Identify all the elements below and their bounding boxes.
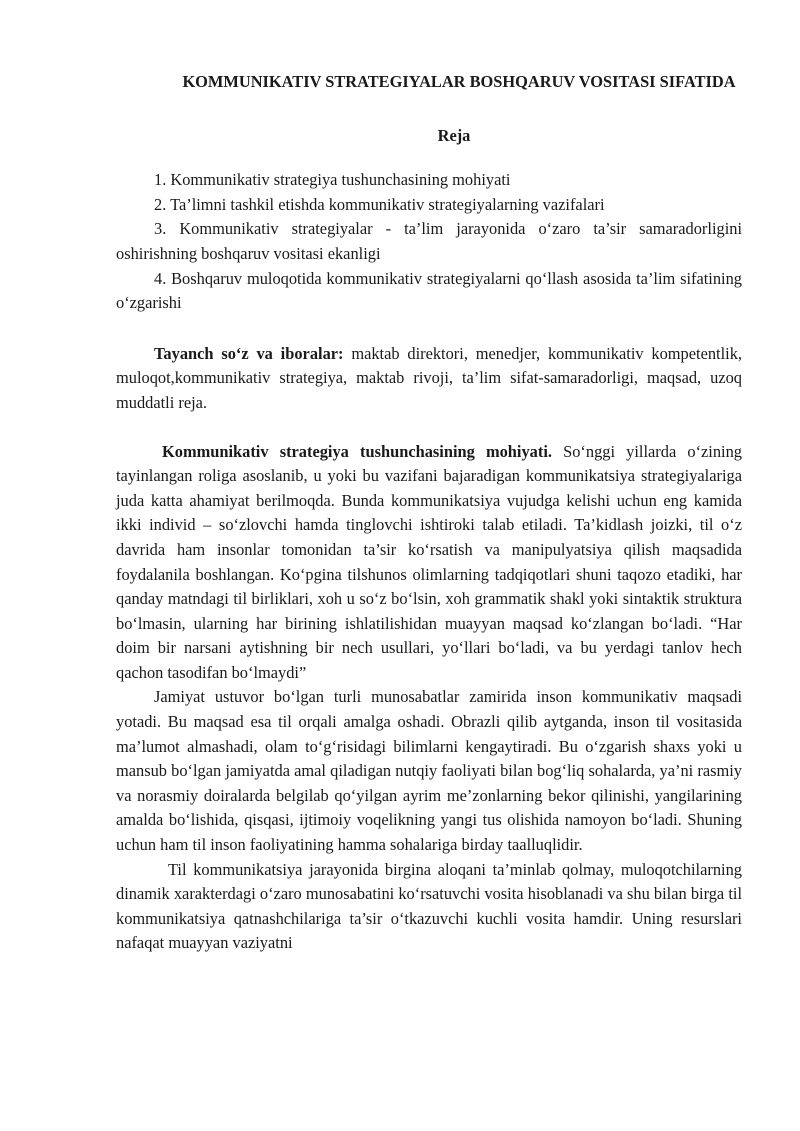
keywords-label: Tayanch so‘z va iboralar: xyxy=(154,343,344,363)
body-paragraph-1-text: So‘nggi yillarda o‘zining tayinlangan roliga asoslanib, u yoki bu vazifani bajaradigan kommunikatsiya strategiyalariga juda katta ahamiyat berilmoqda. Bunda kommunikatsiya vujudga kelishi uchun eng kamida ikki individ – so‘zlovchi hamda tinglovchi ishtiroki talab etiladi. Ta’kidlash joizki, til o‘z davrida ham insonlar tomonidan ta’sir ko‘rsatish va manipulyatsiya qilish maqsadida foydalanila boshlangan. Ko‘pgina tilshunos olimlarning tadqiqotlari shuni taqozo etadiki, har qanday matndagi til birliklari, xoh u so‘z bo‘lsin, xoh grammatik shakl yoki sintaktik struktura bo‘lmasin, ularning har birining ishlatilishidan muayyan maqsad ko‘zlangan bo‘ladi. “Har doim bir narsani aytishning bir nech usullari, yo‘llari bo‘ladi, va bu yerdagi tanlov hech qachon tasodifan bo‘lmaydi” xyxy=(116,441,742,682)
keywords-text: maktab direktori, menedjer, kommunikativ kompetentlik, muloqot,kommunikativ strategiya, maktab rivoji, ta’lim sifat-samaradorligi, maqsad, uzoq muddatli reja. xyxy=(116,343,742,412)
plan-item-3: 3. Kommunikativ strategiyalar - ta’lim jarayonida o‘zaro ta’sir samaradorligini oshirishning boshqaruv vositasi ekanligi xyxy=(116,219,742,263)
plan-heading: Reja xyxy=(437,125,471,145)
plan-item-4: 4. Boshqaruv muloqotida kommunikativ strategiyalarni qo‘llash asosida ta’lim sifatining o‘zgarishi xyxy=(116,268,742,313)
document-title: KOMMUNIKATIV STRATEGIYALAR BOSHQARUV VOSITASI SIFATIDA xyxy=(182,72,736,91)
body-paragraph-2: Jamiyat ustuvor bo‘lgan turli munosabatlar zamirida inson kommunikativ maqsadi yotadi. Bu maqsad esa til orqali amalga oshadi. Obrazli qilib aytganda, inson til vositasida ma’lumot almashadi, olam to‘g‘risidagi bilimlarni kengaytiradi. Bu o‘zgarish shaxs yoki u mansub bo‘lgan jamiyatda amal qiladigan nutqiy faoliyati bilan bog‘liq sohalarda, ya’ni rasmiy va norasmiy doiralarda belgilab qo‘yilgan ayrim me’zonlarning bekor qilinishi, yangilarining amalda bo‘lishida, qisqasi, ijtimoiy voqelikning yangi tus olishida namoyon bo‘ladi. Shuning uchun ham til inson faoliyatining hamma sohalariga birday taalluqlidir. xyxy=(116,687,742,855)
body-paragraph-1 xyxy=(116,440,742,686)
body-paragraph-3: Til kommunikatsiya jarayonida birgina aloqani ta’minlab qolmay, muloqotchilarning dinamik xarakterdagi o‘zaro munosabatini ko‘rsatuvchi vosita hisoblanadi va shu bilan birga til kommunikatsiya qatnashchilariga ta’sir o‘tkazuvchi kuchli vosita hamdir. Uning resurslari nafaqat muayyan vaziyatni xyxy=(116,859,742,953)
plan-item-1: 1. Kommunikativ strategiya tushunchasining mohiyati xyxy=(154,170,511,190)
plan-list xyxy=(116,168,742,316)
keywords-paragraph xyxy=(116,342,742,416)
document-page xyxy=(116,70,742,956)
plan-item-2: 2. Ta’limni tashkil etishda kommunikativ strategiyalarning vazifalari xyxy=(154,194,605,214)
section-heading: Kommunikativ strategiya tushunchasining mohiyati. xyxy=(162,441,552,461)
